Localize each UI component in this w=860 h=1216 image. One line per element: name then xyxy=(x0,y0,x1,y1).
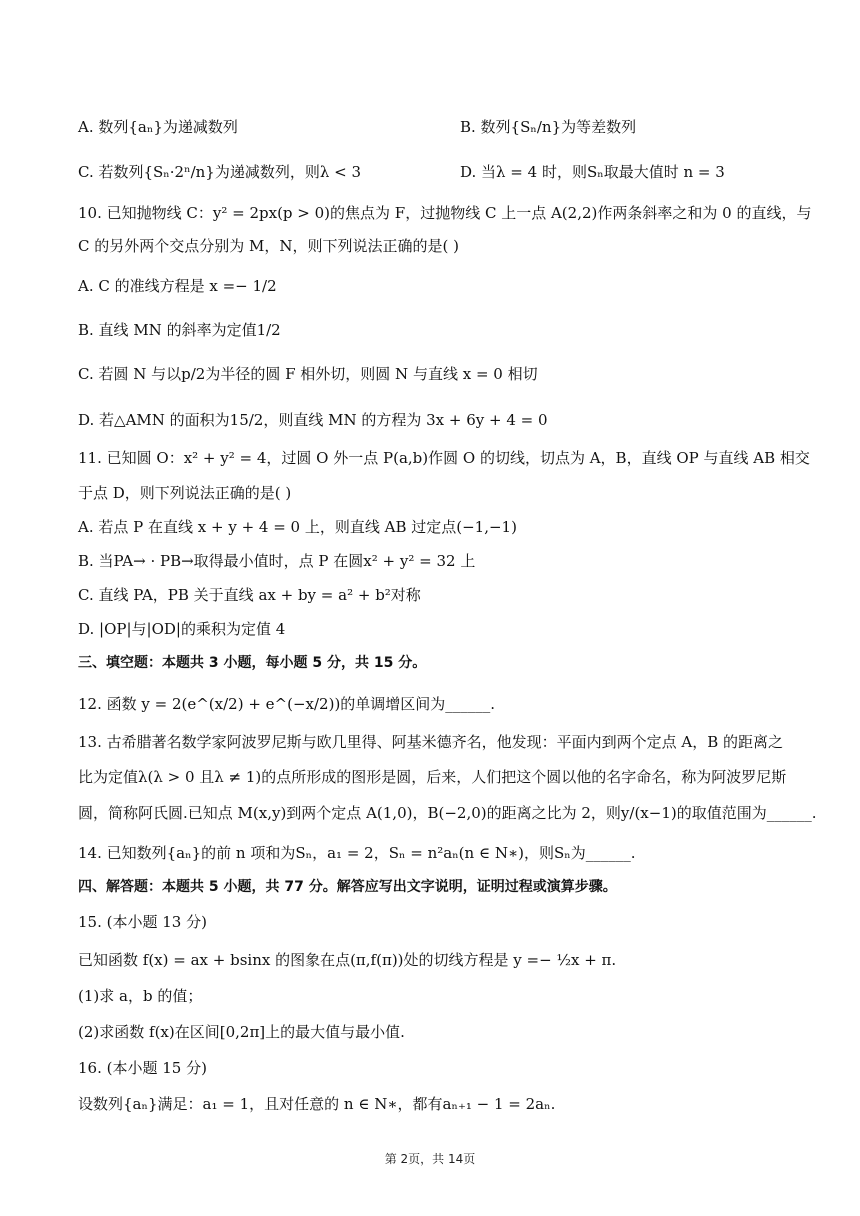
q10-option-d: D. 若△AMN 的面积为15/2，则直线 MN 的方程为 3x + 6y + 4 = 0 xyxy=(78,411,548,429)
q11-stem-line2: 于点 D，则下列说法正确的是( ) xyxy=(78,484,292,502)
q10-option-c: C. 若圆 N 与以p/2为半径的圆 F 相外切，则圆 N 与直线 x = 0 相切 xyxy=(78,365,538,383)
q9-option-c: C. 若数列{Sₙ·2ⁿ/n}为递减数列，则λ < 3 xyxy=(78,163,362,181)
q9-options-row1 xyxy=(78,117,800,137)
q10-option-b: B. 直线 MN 的斜率为定值1/2 xyxy=(78,321,281,339)
q15-stem: 已知函数 f(x) = ax + bsinx 的图象在点(π,f(π))处的切线方程是 y =− ½x + π. xyxy=(78,951,617,969)
q11-option-a: A. 若点 P 在直线 x + y + 4 = 0 上，则直线 AB 过定点(−1,−1) xyxy=(78,518,517,536)
q15-header: 15. (本小题 13 分) xyxy=(78,913,207,931)
q11-option-d: D. |OP|与|OD|的乘积为定值 4 xyxy=(78,620,286,638)
q9-option-d: D. 当λ = 4 时，则Sₙ取最大值时 n = 3 xyxy=(460,163,725,181)
q14: 14. 已知数列{aₙ}的前 n 项和为Sₙ，a₁ = 2，Sₙ = n²aₙ(n ∈ N∗)，则Sₙ为______. xyxy=(78,844,636,862)
q12: 12. 函数 y = 2(e^(x/2) + e^(−x/2))的单调增区间为______. xyxy=(78,695,496,713)
q10-option-a: A. C 的准线方程是 x =− 1/2 xyxy=(78,277,277,295)
page-footer: 第 2页，共 14页 xyxy=(384,1152,476,1166)
section-fill-in-heading: 三、填空题：本题共 3 小题，每小题 5 分，共 15 分。 xyxy=(78,655,427,671)
q13-line3: 圆，简称阿氏圆.已知点 M(x,y)到两个定点 A(1,0)，B(−2,0)的距离之比为 2，则y/(x−1)的取值范围为______. xyxy=(78,804,817,822)
section-solution-heading: 四、解答题：本题共 5 小题，共 77 分。解答应写出文字说明，证明过程或演算步骤。 xyxy=(78,879,617,895)
q16-stem: 设数列{aₙ}满足：a₁ = 1，且对任意的 n ∈ N∗，都有aₙ₊₁ − 1 = 2aₙ. xyxy=(78,1095,556,1113)
q16-header: 16. (本小题 15 分) xyxy=(78,1059,207,1077)
q9-option-b: B. 数列{Sₙ/n}为等差数列 xyxy=(460,118,637,136)
q9-options-row2 xyxy=(78,162,800,182)
q13-line2: 比为定值λ(λ > 0 且λ ≠ 1)的点所形成的图形是圆，后来，人们把这个圆以他的名字命名，称为阿波罗尼斯 xyxy=(78,768,787,786)
q15-part1: (1)求 a，b 的值； xyxy=(78,987,203,1005)
q11-stem-line1: 11. 已知圆 O：x² + y² = 4，过圆 O 外一点 P(a,b)作圆 O 的切线，切点为 A，B，直线 OP 与直线 AB 相交 xyxy=(78,449,810,467)
q15-part2: (2)求函数 f(x)在区间[0,2π]上的最大值与最小值. xyxy=(78,1023,405,1041)
q13-line1: 13. 古希腊著名数学家阿波罗尼斯与欧几里得、阿基米德齐名，他发现：平面内到两个定点 A，B 的距离之 xyxy=(78,733,784,751)
q9-option-a: A. 数列{aₙ}为递减数列 xyxy=(78,118,238,136)
q10-stem-line1: 10. 已知抛物线 C：y² = 2px(p > 0)的焦点为 F，过抛物线 C 上一点 A(2,2)作两条斜率之和为 0 的直线，与 xyxy=(78,204,812,222)
q10-stem-line2: C 的另外两个交点分别为 M，N，则下列说法正确的是( ) xyxy=(78,237,459,255)
q11-option-b: B. 当PA→ · PB→取得最小值时，点 P 在圆x² + y² = 32 上 xyxy=(78,552,476,570)
q11-option-c: C. 直线 PA，PB 关于直线 ax + by = a² + b²对称 xyxy=(78,586,421,604)
